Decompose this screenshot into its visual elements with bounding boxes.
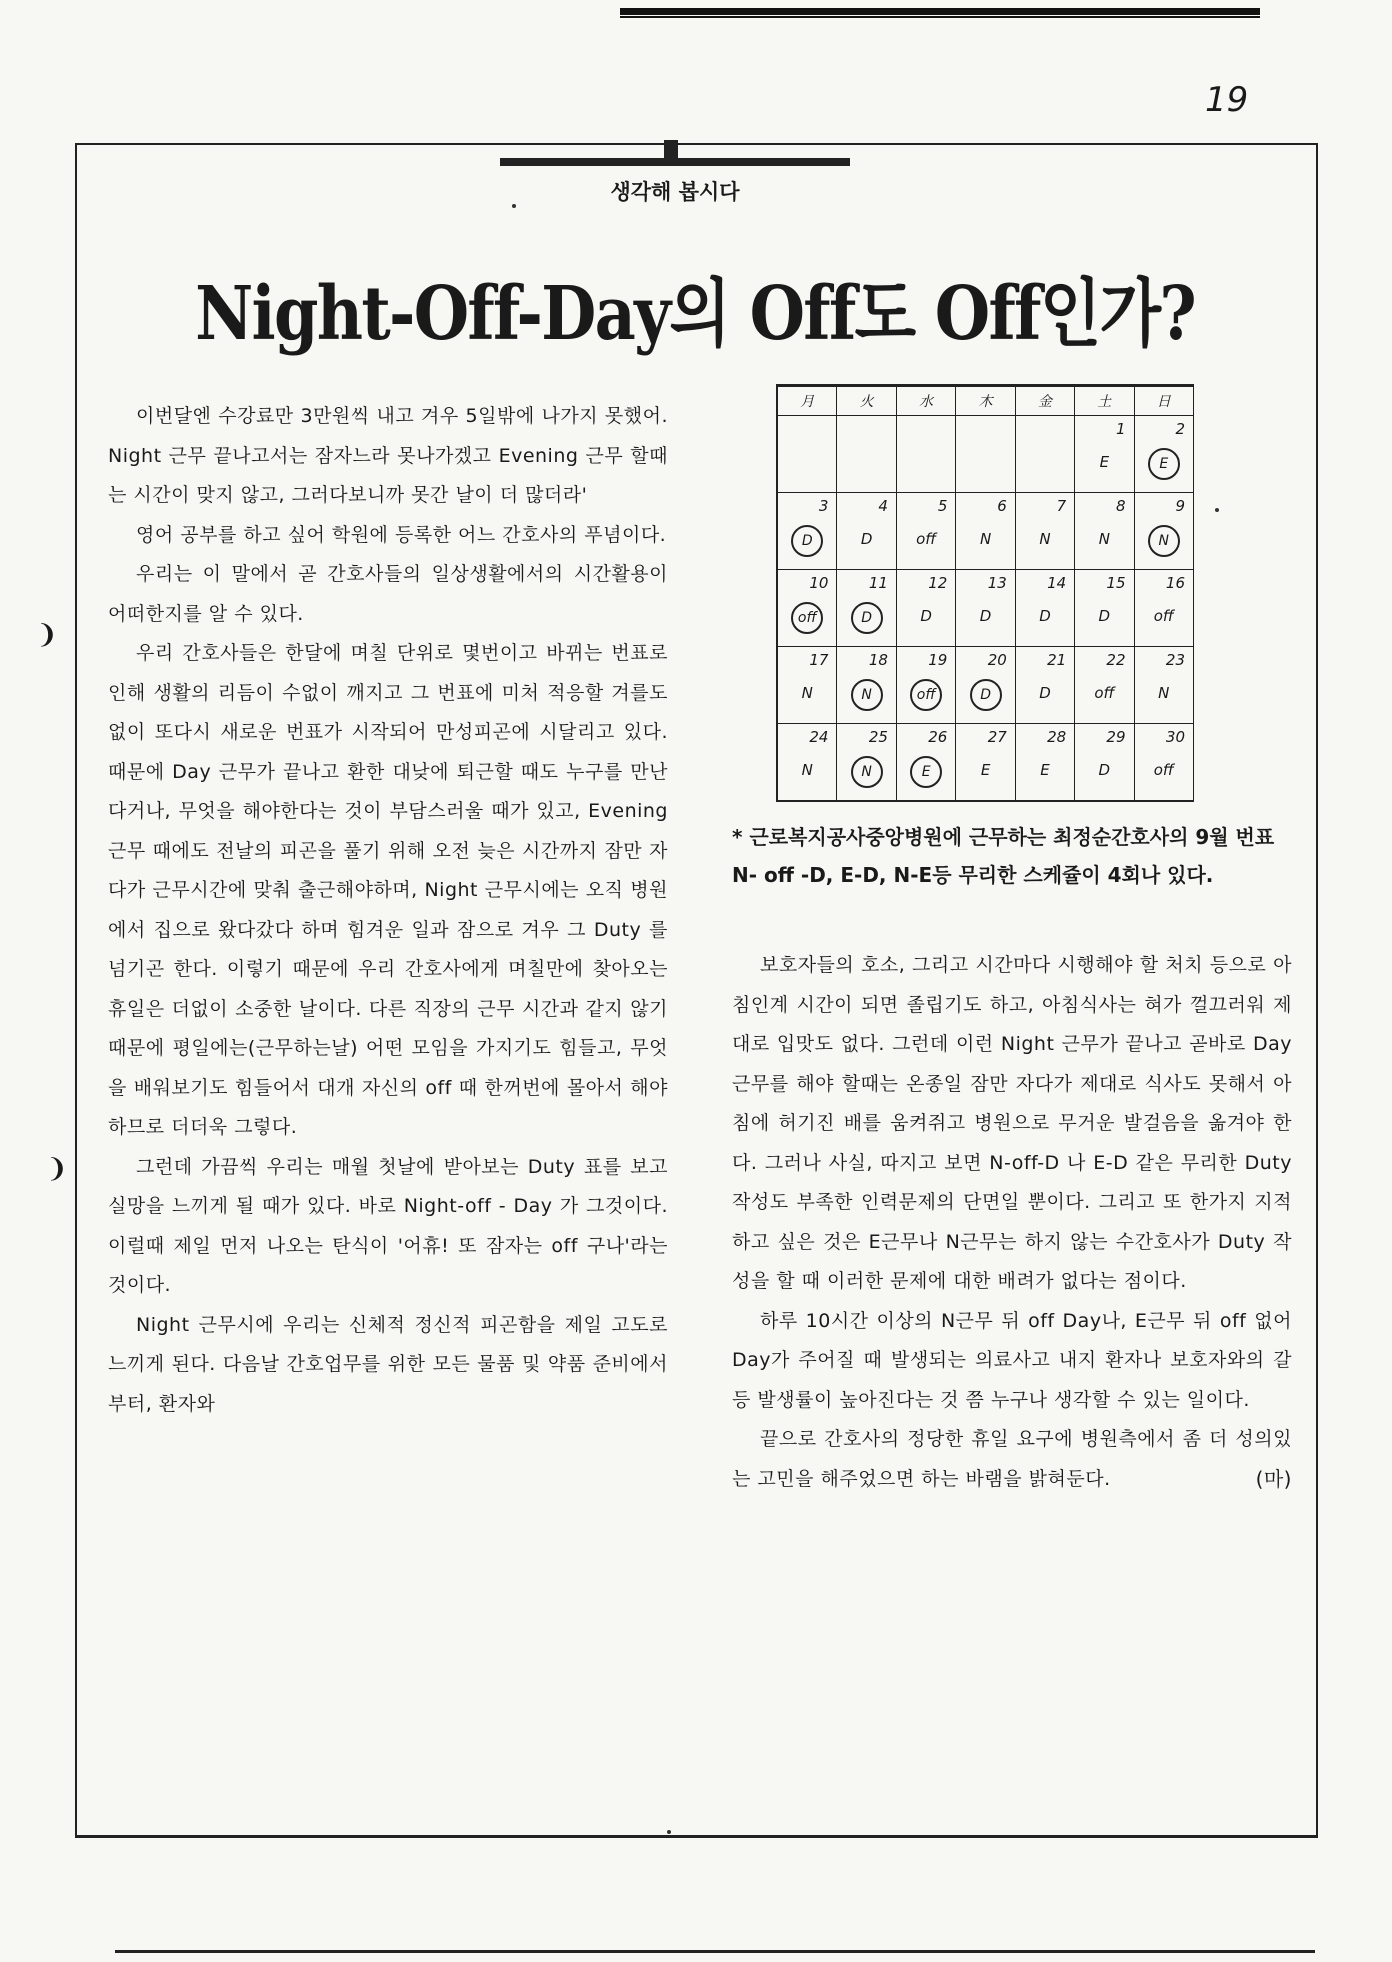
day-number	[778, 416, 836, 444]
shift-code: E	[1040, 761, 1050, 779]
shift-code	[795, 448, 819, 476]
schedule-day-cell	[1015, 570, 1074, 647]
day-number: 15	[1106, 574, 1126, 592]
schedule-day-cell	[896, 416, 955, 493]
schedule-day-cell	[1075, 647, 1134, 724]
schedule-day-cell	[1075, 724, 1134, 802]
day-number: 6	[997, 497, 1007, 515]
paragraph: 보호자들의 호소, 그리고 시간마다 시행해야 할 처치 등으로 아침인계 시간이 되면 졸립기도 하고, 아침식사는 혀가 껄끄러워 제대로 입맛도 없다. 그런데 이런 Night 근무가 끝나고 곧바로 Day 근무를 해야 할때는 온종일 잠만 자다가 제대로 식사도 못해서 아침에 허기진 배를 움켜쥐고 병원으로 무거운 발걸음을 옮겨야 한다. 그러나 사실, 따지고 보면 N-off-D 나 E-D 같은 무리한 Duty 작성도 부족한 인력문제의 단면일 뿐이다. 그리고 또 한가지 지적하고 싶은 것은 E근무나 N근무는 하지 않는 수간호사가 Duty 작성을 할 때 이러한 문제에 대한 배려가 없다는 점이다.	[732, 954, 1292, 1292]
circled-shift-code: D	[851, 602, 883, 634]
day-number: 29	[1106, 728, 1126, 746]
schedule-day-cell	[837, 493, 896, 570]
author-signature: (마)	[1255, 1467, 1292, 1491]
shift-code: D	[860, 530, 873, 548]
day-number: 13	[987, 574, 1007, 592]
day-number: 11	[868, 574, 888, 592]
shift-code: D	[1098, 761, 1111, 779]
day-number: 4	[878, 497, 888, 515]
day-number: 26	[928, 728, 948, 746]
weekday-header: 水	[896, 386, 955, 416]
schedule-day-cell	[1015, 647, 1074, 724]
schedule-day-cell	[956, 493, 1015, 570]
paragraph: 하루 10시간 이상의 N근무 뒤 off Day나, E근무 뒤 off 없어 Day가 주어질 때 발생되는 의료사고 내지 환자나 보호자와의 갈등 발생률이 높아진다는 것 쯤 누구나 생각할 수 있는 일이다.	[732, 1309, 1292, 1411]
day-number: 9	[1175, 497, 1185, 515]
schedule-day-cell	[1075, 570, 1134, 647]
print-speck	[1215, 508, 1219, 512]
weekday-header-row	[777, 386, 1194, 416]
day-number: 3	[818, 497, 829, 515]
shift-code: D	[920, 607, 932, 625]
body-right-column	[732, 946, 1292, 1500]
day-number: 2	[1175, 420, 1185, 438]
schedule-week-row	[777, 493, 1194, 570]
schedule-day-cell	[1134, 416, 1194, 493]
day-number: 19	[928, 651, 948, 669]
day-number	[956, 416, 1014, 444]
page-number: 19	[1205, 80, 1249, 120]
print-speck	[667, 1830, 671, 1834]
shift-code	[974, 448, 998, 476]
section-kicker: 생각해 봅시다	[610, 180, 740, 204]
day-number: 20	[987, 651, 1007, 669]
schedule-day-cell	[1134, 570, 1194, 647]
schedule-caption: * 근로복지공사중앙병원에 근무하는 최정순간호사의 9월 번표 N- off -D, E-D, N-E등 무리한 스케쥴이 4회나 있다.	[732, 825, 1275, 887]
schedule-day-cell	[837, 724, 896, 802]
shift-code	[855, 448, 879, 476]
weekday-header: 日	[1134, 386, 1194, 416]
day-number: 16	[1165, 574, 1185, 592]
schedule-day-cell	[1075, 493, 1134, 570]
shift-code: E	[980, 761, 991, 779]
schedule-day-cell	[956, 647, 1015, 724]
weekday-header: 木	[956, 386, 1015, 416]
shift-code: D	[1039, 607, 1051, 625]
binding-mark: ❩	[36, 620, 58, 650]
body-left-column	[108, 397, 668, 1424]
schedule-day-cell	[1075, 416, 1134, 493]
circled-shift-code: E	[1148, 448, 1180, 480]
circled-shift-code: D	[970, 679, 1002, 711]
paragraph: Night 근무시에 우리는 신체적 정신적 피곤함을 제일 고도로 느끼게 된다. 다음날 간호업무를 위한 모든 물품 및 약품 준비에서 부터, 환자와	[108, 1313, 668, 1415]
schedule-week-row	[777, 570, 1194, 647]
paragraph: 이번달엔 수강료만 3만원씩 내고 겨우 5일밖에 나가지 못했어. Night 근무 끝나고서는 잠자느라 못나가겠고 Evening 근무 할때는 시간이 맞지 않고, 그러다보니까 못간 날이 더 많더라'	[108, 405, 668, 506]
weekday-header: 月	[777, 386, 837, 416]
schedule-week-row	[777, 647, 1194, 724]
day-number	[1016, 416, 1074, 444]
day-number	[897, 416, 955, 444]
circled-shift-code: E	[910, 756, 942, 788]
top-rule	[620, 8, 1260, 15]
duty-schedule-table	[776, 384, 1194, 802]
shift-code: off	[916, 530, 937, 548]
day-number: 24	[809, 728, 829, 746]
day-number: 8	[1115, 497, 1126, 515]
paragraph: 우리는 이 말에서 곧 간호사들의 일상생활에서의 시간활용이 어떠한지를 알 수 있다.	[108, 563, 668, 625]
circled-shift-code: N	[1148, 525, 1180, 557]
shift-code: off	[1153, 761, 1174, 779]
schedule-day-cell	[777, 647, 837, 724]
schedule-day-cell	[1134, 647, 1194, 724]
paragraph: 우리 간호사들은 한달에 며칠 단위로 몇번이고 바뀌는 번표로 인해 생활의 리듬이 수없이 깨지고 그 번표에 미처 적응할 겨를도 없이 또다시 새로운 번표가 시작되어 만성피곤에 시달리고 있다. 때문에 Day 근무가 끝나고 환한 대낮에 퇴근할 때도 누구를 만난다거나, 무엇을 해야한다는 것이 부담스러울 때가 있고, Evening 근무 때에도 전날의 피곤을 풀기 위해 오전 늦은 시간까지 잠만 자다가 근무시간에 맞춰 출근해야하며, Night 근무시에는 오직 병원에서 집으로 왔다갔다 하며 힘겨운 일과 잠으로 겨우 그 Duty 를 넘기곤 한다. 이렇기 때문에 우리 간호사에게 며칠만에 찾아오는 휴일은 더없이 소중한 날이다. 다른 직장의 근무 시간과 같지 않기 때문에 평일에는(근무하는날) 어떤 모임을 가지기도 힘들고, 무엇을 배워보기도 힘들어서 대개 자신의 off 때 한꺼번에 몰아서 해야하므로 더더욱 그렇다.	[108, 642, 668, 1138]
circled-shift-code: off	[791, 602, 823, 634]
schedule-day-cell	[896, 724, 955, 802]
weekday-header: 金	[1015, 386, 1074, 416]
print-speck	[512, 204, 516, 208]
schedule-day-cell	[837, 647, 896, 724]
schedule-week-row	[777, 724, 1194, 802]
day-number: 27	[987, 728, 1007, 746]
shift-code: N	[801, 684, 813, 702]
shift-code	[914, 448, 938, 476]
kicker-bar	[500, 158, 850, 166]
schedule-day-cell	[777, 493, 837, 570]
circled-shift-code: N	[851, 679, 883, 711]
shift-code: off	[1153, 607, 1174, 625]
shift-code	[1033, 448, 1057, 476]
circled-shift-code: D	[791, 525, 823, 557]
shift-code: D	[1098, 607, 1111, 625]
shift-code: N	[801, 761, 813, 779]
schedule-day-cell	[896, 570, 955, 647]
day-number: 30	[1165, 728, 1185, 746]
schedule-day-cell	[777, 416, 837, 493]
schedule-day-cell	[1134, 724, 1194, 802]
schedule-body	[777, 416, 1194, 802]
shift-code: off	[1094, 684, 1115, 702]
day-number: 7	[1056, 497, 1067, 515]
day-number: 14	[1047, 574, 1067, 592]
schedule-day-cell	[956, 416, 1015, 493]
kicker-mark	[664, 140, 678, 158]
day-number: 17	[809, 651, 829, 669]
shift-code: E	[1099, 453, 1110, 471]
paragraph: 그런데 가끔씩 우리는 매월 첫날에 받아보는 Duty 표를 보고 실망을 느끼게 될 때가 있다. 바로 Night-off - Day 가 그것이다. 이럴때 제일 먼저 나오는 탄식이 '어휴! 또 잠자는 off 구나'라는 것이다.	[108, 1155, 668, 1296]
article-title: Night-Off-Day의 Off도 Off인가?	[195, 271, 1195, 357]
shift-code: N	[979, 530, 992, 548]
paragraph: 영어 공부를 하고 싶어 학원에 등록한 어느 간호사의 푸념이다.	[136, 523, 667, 546]
schedule-day-cell	[837, 416, 896, 493]
top-rule-thin	[620, 16, 1260, 18]
day-number: 28	[1047, 728, 1067, 746]
bottom-rule	[115, 1950, 1315, 1953]
binding-mark: ❩	[46, 1154, 68, 1184]
shift-code: N	[1098, 530, 1110, 548]
day-number: 10	[809, 574, 829, 592]
schedule-day-cell	[837, 570, 896, 647]
day-number: 5	[937, 497, 948, 515]
circled-shift-code: off	[910, 679, 942, 711]
day-number: 23	[1165, 651, 1185, 669]
schedule-day-cell	[777, 724, 837, 802]
schedule-day-cell	[1015, 416, 1074, 493]
shift-code: N	[1158, 684, 1170, 702]
shift-code: N	[1039, 530, 1051, 548]
weekday-header: 火	[837, 386, 896, 416]
day-number: 18	[868, 651, 888, 669]
schedule-day-cell	[1015, 724, 1074, 802]
schedule-day-cell	[896, 647, 955, 724]
circled-shift-code: N	[851, 756, 883, 788]
schedule-day-cell	[777, 570, 837, 647]
schedule-week-row	[777, 416, 1194, 493]
shift-code: D	[1039, 684, 1051, 702]
day-number: 22	[1106, 651, 1126, 669]
day-number	[837, 416, 895, 444]
schedule-day-cell	[956, 570, 1015, 647]
schedule-day-cell	[896, 493, 955, 570]
paragraph: 끝으로 간호사의 정당한 휴일 요구에 병원측에서 좀 더 성의있는 고민을 해주었으면 하는 바램을 밝혀둔다.	[732, 1428, 1292, 1490]
day-number: 21	[1047, 651, 1067, 669]
schedule-day-cell	[1015, 493, 1074, 570]
day-number: 12	[928, 574, 948, 592]
day-number: 25	[868, 728, 888, 746]
shift-code: D	[979, 607, 992, 625]
day-number: 1	[1115, 420, 1126, 438]
schedule-day-cell	[956, 724, 1015, 802]
schedule-day-cell	[1134, 493, 1194, 570]
weekday-header: 土	[1075, 386, 1134, 416]
